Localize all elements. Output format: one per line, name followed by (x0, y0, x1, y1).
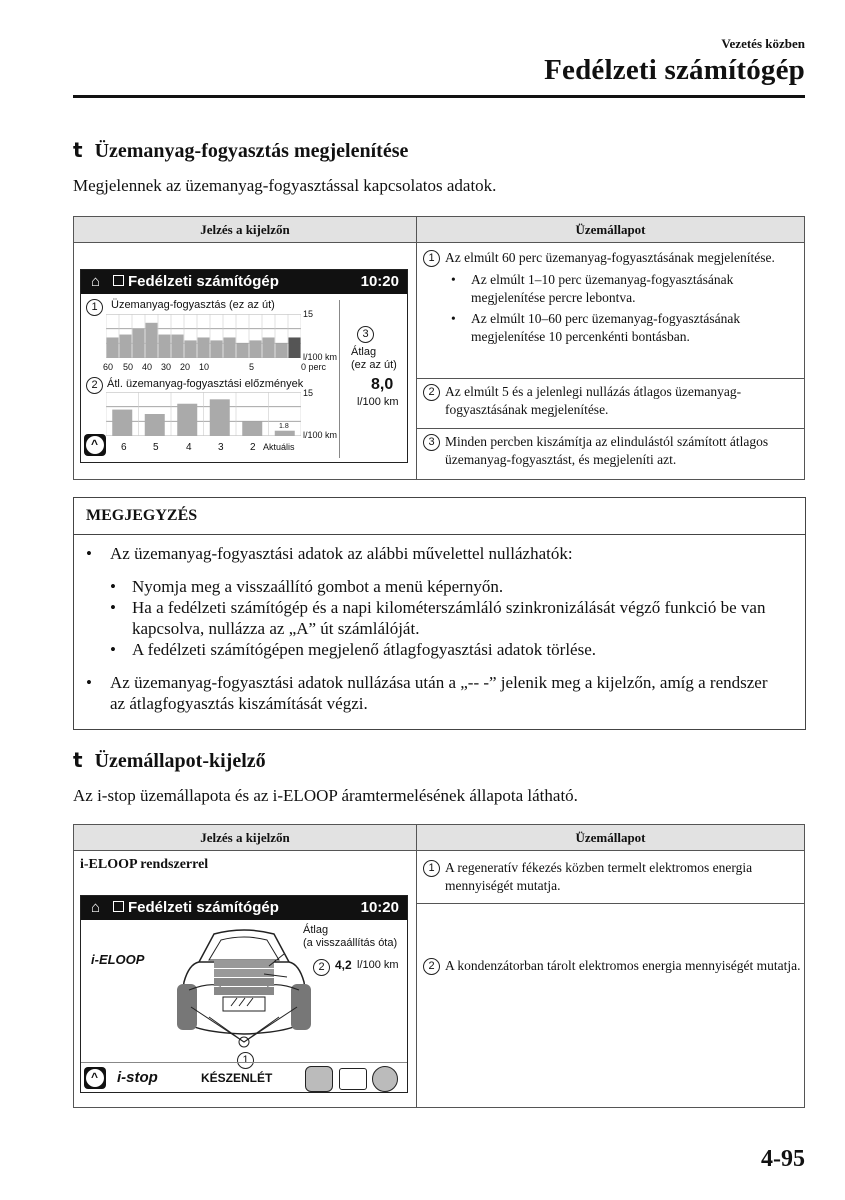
bullet-icon: • (110, 577, 116, 596)
chart-bar (210, 399, 230, 436)
chart1-tick: 0 perc (301, 362, 327, 372)
header-rule (73, 95, 805, 98)
eloop-logo: i-ELOOP (91, 952, 145, 967)
row-number: 1 (423, 250, 440, 267)
chevron-up-icon: ^ (86, 1069, 104, 1087)
note-list (74, 543, 805, 714)
row-number: 1 (423, 860, 440, 877)
chart-bar (263, 337, 275, 358)
callout-3: 3 (357, 326, 374, 343)
section-heading-status (73, 748, 266, 773)
chart2-tick: 2 (250, 442, 256, 453)
page-title: Fedélzeti számítógép (544, 54, 805, 86)
screen-titlebar (81, 270, 407, 294)
chart-bar (133, 329, 145, 358)
status-cell-1 (417, 243, 805, 379)
chart1-tick: 30 (161, 362, 172, 372)
chart-bar (185, 340, 197, 358)
chart2-tick: 6 (121, 442, 127, 453)
status-sublist (417, 271, 804, 346)
chart-bar (276, 343, 288, 358)
status-cell-3 (417, 428, 805, 479)
chart1-tick: 50 (123, 362, 134, 372)
chart-bar (211, 340, 223, 358)
chart2-current-value: 1.8 (279, 423, 289, 430)
chart1-label: Üzemanyag-fogyasztás (ez az út) (111, 299, 275, 311)
note-title: MEGJEGYZÉS (74, 498, 805, 535)
computer-icon (113, 275, 124, 286)
chart2-tick: 4 (186, 442, 192, 453)
avg-unit: l/100 km (357, 959, 399, 971)
bullet-icon: t (73, 138, 83, 162)
chart-bar (289, 337, 301, 358)
chart-bar (275, 431, 295, 436)
chart1-tick: 10 (199, 362, 210, 372)
chart2-tick: 3 (218, 442, 224, 453)
note-subitem (74, 639, 805, 660)
screen-titlebar (81, 896, 407, 920)
computer-icon (113, 901, 124, 912)
chart2-tick: Aktuális (263, 442, 295, 452)
list-item: • Az elmúlt 1–10 perc üzemanyag-fogyasztásának megjelenítése percre lebontva. (471, 271, 804, 307)
row-number: 2 (423, 958, 440, 975)
fuel-screen (80, 269, 408, 463)
note-item (74, 672, 805, 714)
chart-bar (146, 323, 158, 358)
screen-title: Fedélzeti számítógép (128, 273, 279, 290)
note-item-text: Az üzemanyag-fogyasztási adatok az alábbi művelettel nullázhatók: (110, 544, 573, 563)
chart-bar (172, 335, 184, 358)
row-text: Az elmúlt 60 perc üzemanyag-fogyasztásának megjelenítése. (445, 250, 775, 265)
scroll-button[interactable] (84, 434, 106, 456)
col-header-status: Üzemállapot (417, 217, 805, 243)
chart-bar (177, 404, 197, 436)
chart-bar (107, 337, 119, 358)
istop-status: KÉSZENLÉT (201, 1071, 273, 1085)
callout-2: 2 (86, 377, 103, 394)
section-label: Vezetés közben (721, 36, 805, 51)
chart-bar (120, 335, 132, 358)
chart1-svg (106, 314, 301, 358)
avg-label-sub: (ez az út) (351, 359, 397, 371)
bullet-icon: • (110, 598, 116, 617)
chart2-svg (106, 392, 301, 436)
avg-label-sub: (a visszaállítás óta) (303, 937, 398, 949)
status-row-1 (417, 249, 804, 267)
row-number: 2 (423, 384, 440, 401)
engine-icon (372, 1066, 398, 1092)
row-text: A regeneratív fékezés közben termelt elektromos energia mennyiségét mutatja. (445, 860, 753, 893)
chart1-tick: 20 (180, 362, 191, 372)
fuel-display-table (73, 216, 805, 480)
scroll-button[interactable] (84, 1067, 106, 1089)
screen-title: Fedélzeti számítógép (128, 899, 279, 916)
status-row-1 (417, 859, 804, 895)
istop-logo: i-stop (117, 1069, 158, 1086)
chart-bar (224, 337, 236, 358)
battery-icon (339, 1068, 367, 1090)
list-item: • Az elmúlt 10–60 perc üzemanyag-fogyasztásának megjelenítése 10 percenkénti bontásban. (471, 310, 804, 346)
section-intro: Az i-stop üzemállapota és az i-ELOOP áramtermelésének állapota látható. (73, 786, 578, 805)
page-number: 4-95 (761, 1146, 805, 1172)
eloop-screen (80, 895, 408, 1093)
bullet-icon: • (110, 640, 116, 659)
screen-time: 10:20 (360, 273, 399, 290)
divider (81, 1062, 407, 1063)
chart1-tick: 60 (103, 362, 114, 372)
note-subitem (74, 576, 805, 597)
row-text: Minden percben kiszámítja az elindulástól számított átlagos üzemanyag-fogyasztást, és megjeleníti azt. (445, 433, 769, 467)
note-subitem-text: Ha a fedélzeti számítógép és a napi kilométerszámláló szinkronizálását végző funkció be van kapcsolva, nullázza az „A” út számlálóját. (132, 598, 766, 638)
avg-unit: l/100 km (357, 396, 399, 408)
chart2-ymax: 15 (303, 388, 314, 398)
section-intro: Megjelennek az üzemanyag-fogyasztással kapcsolatos adatok. (73, 176, 497, 195)
bullet-icon: • (86, 544, 92, 563)
row-number: 3 (423, 434, 440, 451)
callout-2: 2 (313, 959, 330, 976)
chart-bar (159, 335, 171, 358)
screen-time: 10:20 (360, 899, 399, 916)
note-subitem-text: A fedélzeti számítógépen megjelenő átlagfogyasztási adatok törlése. (132, 640, 597, 659)
chart1-ymax: 15 (303, 309, 314, 319)
section-heading-fuel (73, 138, 408, 163)
section-heading-text: Üzemállapot-kijelző (94, 750, 266, 772)
screen-cell (74, 851, 417, 1108)
section-heading-text: Üzemanyag-fogyasztás megjelenítése (94, 140, 409, 162)
col-header-status: Üzemállapot (417, 825, 805, 851)
divider (339, 300, 340, 458)
chart1-tick: 5 (249, 362, 255, 372)
car-front-icon (169, 922, 319, 1062)
chart-bar (112, 410, 132, 436)
col-header-display: Jelzés a kijelzőn (74, 217, 417, 243)
status-cell-2 (417, 379, 805, 428)
home-icon: ⌂ (91, 273, 101, 290)
system-label: i-ELOOP rendszerrel (80, 857, 209, 872)
avg-label: Átlag (303, 924, 329, 936)
chevron-up-icon: ^ (86, 436, 104, 454)
status-row-3 (417, 433, 804, 469)
note-subitem (74, 597, 805, 639)
chart-bar (198, 337, 210, 358)
status-row-2 (417, 383, 804, 419)
row-text: A kondenzátorban tárolt elektromos energia mennyiségét mutatja. (445, 957, 801, 973)
chart2-unit: l/100 km (303, 430, 338, 440)
note-item-text: Az üzemanyag-fogyasztási adatok nullázása után a „-- -” jelenik meg a kijelzőn, amíg a rendszer az átlagfogyasztás kiszámítását végzi. (110, 673, 768, 713)
home-icon: ⌂ (91, 899, 101, 916)
chart-bar (242, 421, 262, 436)
avg-value: 8,0 (371, 376, 394, 393)
callout-1: 1 (237, 1052, 254, 1069)
chart1-tick: 40 (142, 362, 153, 372)
status-row-2 (417, 957, 804, 975)
avg-label: Átlag (351, 346, 377, 358)
bullet-icon: t (73, 748, 83, 772)
note-subitem-text: Nyomja meg a visszaállító gombot a menü képernyőn. (132, 577, 504, 596)
chart-bar (145, 414, 165, 436)
col-header-display: Jelzés a kijelzőn (74, 825, 417, 851)
note-item (74, 543, 805, 564)
chart-bar (250, 340, 262, 358)
status-display-table (73, 824, 805, 1108)
chart-bar (237, 343, 249, 358)
chart2-label: Átl. üzemanyag-fogyasztási előzmények (107, 378, 304, 390)
bullet-icon: • (86, 673, 92, 692)
status-cell-2 (417, 904, 805, 1108)
chart2-tick: 5 (153, 442, 159, 453)
screen-cell (74, 243, 417, 480)
chart1-unit: l/100 km (303, 352, 338, 362)
callout-1: 1 (86, 299, 103, 316)
status-cell-1 (417, 851, 805, 904)
note-box (73, 497, 806, 730)
avg-value: 4,2 (335, 958, 352, 972)
steering-icon (305, 1066, 333, 1092)
row-text: Az elmúlt 5 és a jelenlegi nullázás átlagos üzemanyag-fogyasztásának megjelenítése. (445, 384, 742, 418)
